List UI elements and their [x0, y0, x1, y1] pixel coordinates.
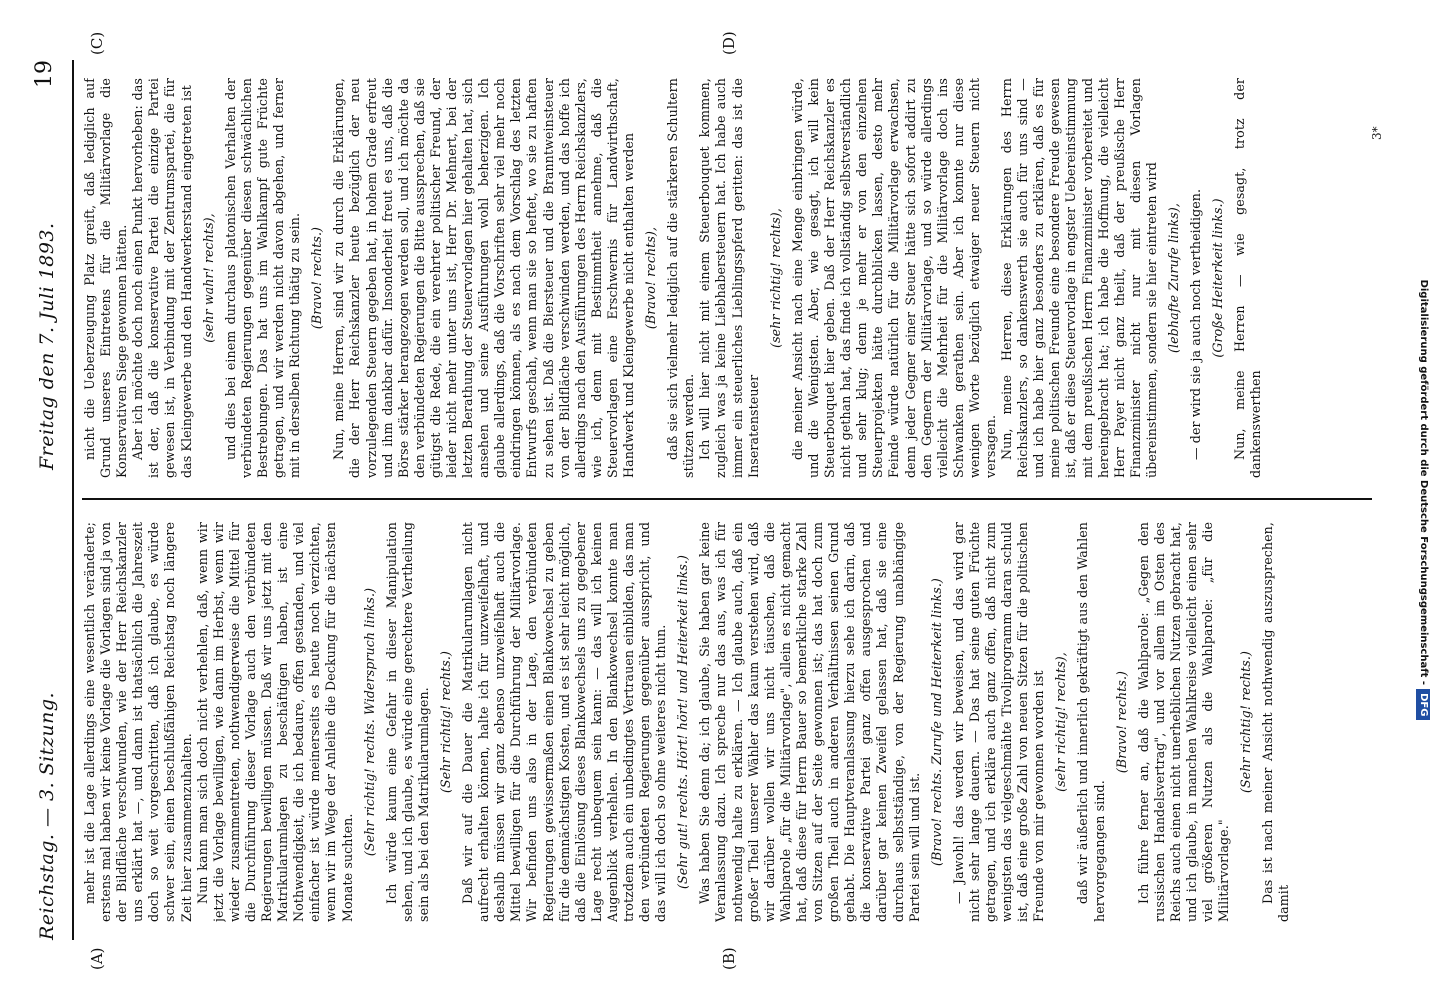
dfg-credit-strip	[1414, 0, 1432, 1000]
paragraph: Nun, meine Herren, sind wir zu durch die Erklärungen, die der Herr Reichskanzler heute bezüglich der neu vorzulegenden Steuern gegeben hat, in hohem Grade erfreut und ihm dankbar dafür. Insonderheit freut es uns, daß die Börse stärker herangezogen werden soll, und ich möchte da den verbündeten Regierungen die Bitte aussprechen, daß sie gütigst die Rede, die ein verehrter politischer Freund, der leider nicht mehr unter uns ist, Herr Dr. Mehnert, bei der letzten Berathung der Steuervorlagen hier gehalten hat, sich ansehen und seine Ausführungen wohl beherzigen. Ich glaube allerdings, daß die Vorschriften sehr viel mehr noch eindringen können, als es nach dem Vorschlag des letzten Entwurfs geschah, wenn man sie so heftet, wo sie zu haften zu sehen ist. Daß die Biersteuer und die Branntweinsteuer von der Bildfläche verschwinden werden, und das hoffe ich allerdings nach den Ausführungen des Herrn Reichskanzlers, wie ich, denn mit Bestimmtheit annehme, daß die Steuervorlagen eine Erschwernis für Landwirthschaft, Handwerk und Kleingewerbe nicht enthalten werden	[331, 78, 636, 478]
column-divider	[82, 498, 1372, 500]
interjection: (Sehr richtig! rechts. Widerspruch links.)	[361, 587, 377, 857]
interjection: (Große Heiterkeit links.)	[1210, 198, 1226, 358]
header-date: Freitag den 7. Juli 1893.	[36, 222, 58, 470]
marker-a: (A)	[88, 947, 106, 970]
interjection: (Bravo! rechts.)	[1113, 670, 1129, 774]
signature-mark: 3*	[1370, 126, 1384, 140]
paragraph: mehr ist die Lage allerdings eine wesentlich veränderte; erstens mal haben wir keine Vorlage die Vorlagen sind ja von der Bildfläche verschwunden, wie der Herr Reichskanzler uns erklärt hat —, und dann ist thatsächlich die Jahreszeit doch so weit vorgeschritten, daß ich glaube, es würde schwer sein, einen beschlußfähigen Reichstag noch längere Zeit hier zusammenzuhalten.	[82, 522, 194, 922]
paragraph: und dies bei einem durchaus platonischen Verhalten der verbündeten Regierungen gegenüber diesen schwächlichen Bestrebungen. Das hat uns im Wahlkampf gute Früchte getragen, und wir werden nicht davon abgehen, und ferner mit in derselben Richtung thätig zu sein.	[222, 78, 303, 478]
dfg-logo: DFG	[1416, 689, 1430, 720]
paragraph: Ich führe ferner an, daß die Wahlparole: „Gegen den russischen Handelsvertrag", und vor allem im Osten des Reichs auch einen nicht unerheblichen Nutzen gebracht hat, und ich glaube, in manchen Wahlkreise vielleicht einen sehr viel größeren Nutzen als die Wahlparole: „für die Militärvorlage."	[1135, 522, 1232, 922]
paragraph: Aber ich möchte doch noch einen Punkt hervorheben: das ist der, daß die konservative Partei die einzige Partei gewesen ist, in Verbindung mit der Zentrumspartei, die für das Kleingewerbe und den Handwerkerstand eingetreten ist	[130, 78, 194, 478]
marker-d: (D)	[720, 31, 738, 55]
paragraph: daß sie sich vielmehr lediglich auf die stärkeren Schultern stützen werden.	[665, 78, 697, 478]
right-column	[82, 78, 1382, 478]
interjection: (Sehr richtig! rechts.)	[437, 651, 453, 793]
page-number: 19	[32, 60, 57, 88]
paragraph: die meiner Ansicht nach eine Menge einbringen würde, und die Wenigsten. Aber, wie gesagt, ich will kein Steuerbouquet hier geben. Daß der Herr Reichskanzler es nicht gethan hat, das finde ich vollständig selbstverständlich und sehr klug; denn je mehr er von den einzelnen Steuerprojekten hätte durchblicken lassen, desto mehr Feinde würde natürlich für die Militärvorlage erwachsen, denn jeder Gegner einer Steuer hätte sich sofort addirt zu den Gegnern der Militärvorlage, und so würde allerdings vielleicht die Mehrheit für die Militärvorlage doch ins Schwanken gerathen sein. Aber ich konnte nur diese wenigen Worte bezüglich etwaiger neuer Steuern nicht versagen.	[789, 78, 998, 478]
interjection: (lebhafte Zurufe links),	[1166, 203, 1181, 353]
dfg-credit	[1414, 0, 1432, 1000]
interjection: (sehr wahr! rechts),	[200, 213, 216, 343]
paragraph: Daß wir auf die Dauer die Matrikularumlagen nicht aufrecht erhalten können, halte ich für unzweifelhaft, und deshalb müssen wir ganz ebenso unzweifelhaft auch die Mittel bewilligen für die Durchführung der Militärvorlage. Wir befinden uns also in der Lage, den verbündeten Regierungen gewissermaßen einen Blankowechsel zu geben für die demnächstigen Kosten, und es ist sehr leicht möglich, daß die Einlösung dieses Blankowechsels uns zu gegebener Lage recht unbequem sein kann: — das will ich keinen Augenblick verhehlen. In den Blankowechsel konnte man trotzdem auch ein unbedingtes Vertrauen einbilden, das man den verbündeten Regierungen gegenüber ausspricht, und das will ich doch so ohne weiteres nicht thun.	[460, 522, 669, 922]
dfg-credit-text: Digitalisierung gefördert durch die Deutsche Forschungsgemeinschaft -	[1418, 279, 1429, 686]
left-column	[82, 522, 1382, 922]
interjection: (sehr richtig! rechts),	[1053, 652, 1069, 792]
paragraph: Ich will hier nicht mit einem Steuerbouquet kommen, zugleich was ja keine Liebhabersteuern hat. Ich habe auch immer ein steuerliches Lieblingsspferd geritten: das ist die Inseratensteuer	[697, 78, 761, 478]
paragraph: Das ist nach meiner Ansicht nothwendig auszusprechen, damit	[1260, 522, 1292, 922]
paragraph: nicht die Ueberzeugung Platz greift, daß lediglich auf Grund unseres Eintretens für die Militärvorlage die Konservativen Siege gewonnen hätten.	[82, 78, 130, 478]
paragraph: daß wir äußerlich und innerlich gekräftigt aus den Wahlen hervorgegangen sind.	[1075, 522, 1107, 922]
interjection: (Sehr gut! rechts. Hört! hört! und Heiterkeit links.)	[675, 554, 691, 890]
page-header	[18, 60, 74, 940]
interjection: (Bravo! rechts.)	[309, 226, 325, 330]
interjection: (sehr richtig! rechts),	[767, 208, 783, 348]
marker-c: (C)	[88, 31, 106, 55]
paragraph: Nun, meine Herren — wie gesagt, trotz der dankenswerthen	[1232, 78, 1264, 478]
paragraph: Nun kann man sich doch nicht verhehlen, daß, wenn wir jetzt die Vorlage bewilligen, wie dann im Herbst, wenn wir wieder zusammentreten, nothwendigerweise die Mittel für die Durchführung dieser Vorlage auch den verbündeten Regierungen bewilligen müssen. Daß wir uns jetzt mit den Matrikularumlagen zu beschäftigen haben, ist eine Nothwendigkeit, die ich bedaure, offen gestanden, und viel einfacher ist würde meinerseits es heute noch verzichten, wenn wir im Wege der Anleihe die Deckung für die nächsten Monate suchten.	[194, 522, 355, 922]
paragraph: — Jawohl! das werden wir beweisen, und das wird gar nicht sehr lange dauern. — Das hat seine guten Früchte getragen, und ich erkläre auch ganz offen, daß nicht zum wenigsten das vielgeschmähte Tivoliprogramm daran schuld ist, daß eine große Zahl von neuen Sitzen für die politischen Freunde von mir gewonnen worden ist	[950, 522, 1047, 922]
header-session: Reichstag. — 3. Sitzung.	[36, 691, 58, 940]
interjection: (Sehr richtig! rechts.)	[1238, 651, 1254, 793]
interjection: (Bravo! rechts. Zurufe und Heiterkeit links.)	[928, 578, 944, 866]
paragraph: Was haben Sie denn da; ich glaube, Sie haben gar keine Veranlassung dazu. Ich spreche nur das aus, was ich für nothwendig halte zu erklären. — Ich glaube auch, daß ein großer Theil unserer Wähler das kaum verstehen wird, daß wir darüber wollen wir uns nicht täuschen, daß die Wahlparole „für die Militärvorlage", allein es nicht gemacht hat, daß diese für Herrn Bauer so bemerkliche starke Zahl von Sitzen auf der Seite gewonnen ist; das hat doch zum großen Theil auch in anderen Verhältnissen seinen Grund gehabt. Die Hauptveranlassung hierzu sehe ich darin, daß die konservative Partei ganz offen ausgesprochen und darüber gar keinen Zweifel gelassen hat, daß sie eine durchaus selbstständige, von der Regierung unabhängige Partei sein will und ist.	[697, 522, 922, 922]
paragraph: Nun, meine Herren, diese Erklärungen des Herrn Reichskanzlers, so dankenswerth sie auch für uns sind — und ich habe hier ganz besonders zu erklären, daß es für meine politischen Freunde eine besondere Freude gewesen ist, daß er diese Steuervorlage in engster Uebereinstimmung mit dem preußischen Herrn Finanzminister vorbereitet und hereingebracht hat; ich habe die Hoffnung, die vielleicht Herr Payer nicht ganz theilt, daß der preußische Herr Finanzminister nicht nur mit diesen Vorlagen übereinstimmen, sondern sie hier eintreten wird	[999, 78, 1159, 478]
paragraph: — der wird sie ja auch noch vertheidigen.	[1188, 188, 1204, 460]
paragraph: Ich würde kaum eine Gefahr in dieser Manipulation sehen, und ich glaube, es würde eine gerechtere Vertheilung sein als bei den Matrikularumlagen.	[383, 522, 431, 922]
header-rule	[72, 60, 74, 940]
marker-b: (B)	[720, 947, 738, 970]
interjection: (Bravo! rechts),	[643, 226, 659, 330]
